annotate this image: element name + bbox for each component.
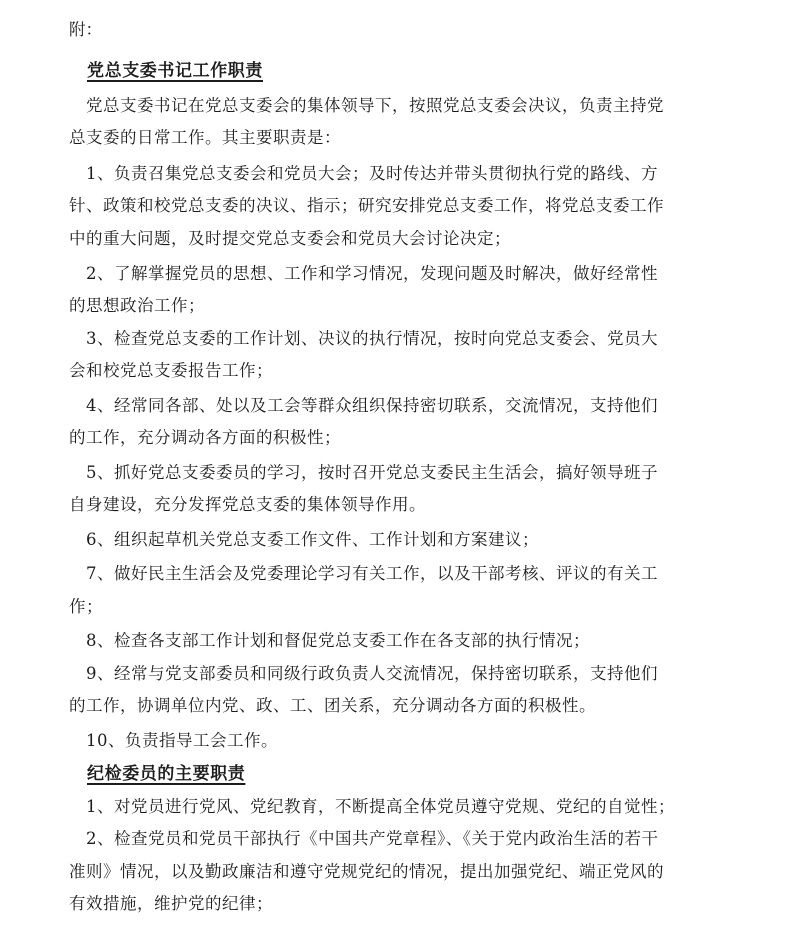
section1-item-5-line-1: 5、抓好党总支委委员的学习，按时召开党总支委民主生活会，搞好领导班子 [86,463,658,482]
section1-item-3-line-1: 3、检查党总支委的工作计划、决议的执行情况，按时向党总支委会、党员大 [86,329,658,348]
section1-item-7-line-2: 作； [69,597,103,616]
section1-intro-line-2: 总支委的日常工作。其主要职责是： [69,128,341,147]
section1-item-1-line-2: 针、政策和校党总支委的决议、指示；研究安排党总支委工作，将党总支委工作 [69,196,664,215]
section1-item-9-line-1: 9、经常与党支部委员和同级行政负责人交流情况，保持密切联系，支持他们 [86,664,658,683]
section1-title: 党总支委书记工作职责 [87,61,263,81]
section1-item-6-line-1: 6、组织起草机关党总支委工作文件、工作计划和方案建议； [86,530,539,549]
section1-item-10-line-1: 10、负责指导工会工作。 [86,731,278,750]
section1-item-8-line-1: 8、检查各支部工作计划和督促党总支委工作在各支部的执行情况； [86,631,590,650]
section2-item-1-line-1: 1、对党员进行党风、党纪教育，不断提高全体党员遵守党规、党纪的自觉性； [86,797,675,816]
section1-item-7-line-1: 7、做好民主生活会及党委理论学习有关工作，以及干部考核、评议的有关工 [86,564,658,583]
section1-item-4-line-2: 的工作，充分调动各方面的积极性； [69,428,341,447]
appendix-label: 附： [69,20,102,39]
section1-item-5-line-2: 自身建设，充分发挥党总支委的集体领导作用。 [69,495,426,514]
section1-item-1-line-3: 中的重大问题，及时提交党总支委会和党员大会讨论决定； [69,229,511,248]
section2-item-2-line-3: 有效措施，维护党的纪律； [69,894,273,913]
section2-title: 纪检委员的主要职责 [87,764,246,784]
section1-intro-line-1: 党总支委书记在党总支委会的集体领导下，按照党总支委会决议，负责主持党 [86,96,664,115]
section1-item-1-line-1: 1、负责召集党总支委会和党员大会；及时传达并带头贯彻执行党的路线、方 [86,164,658,183]
section1-item-4-line-1: 4、经常同各部、处以及工会等群众组织保持密切联系，交流情况，支持他们 [86,396,658,415]
section1-item-2-line-1: 2、了解掌握党员的思想、工作和学习情况，发现问题及时解决，做好经常性 [86,264,658,283]
section1-item-9-line-2: 的工作，协调单位内党、政、工、团关系，充分调动各方面的积极性。 [69,696,596,715]
section2-item-2-line-1: 2、检查党员和党员干部执行《中国共产党章程》、《关于党内政治生活的若干 [86,829,659,848]
section2-item-2-line-2: 准则》情况，以及勤政廉洁和遵守党规党纪的情况，提出加强党纪、端正党风的 [69,862,664,881]
section1-item-2-line-2: 的思想政治工作； [69,296,205,315]
section1-item-3-line-2: 会和校党总支委报告工作； [69,361,273,380]
